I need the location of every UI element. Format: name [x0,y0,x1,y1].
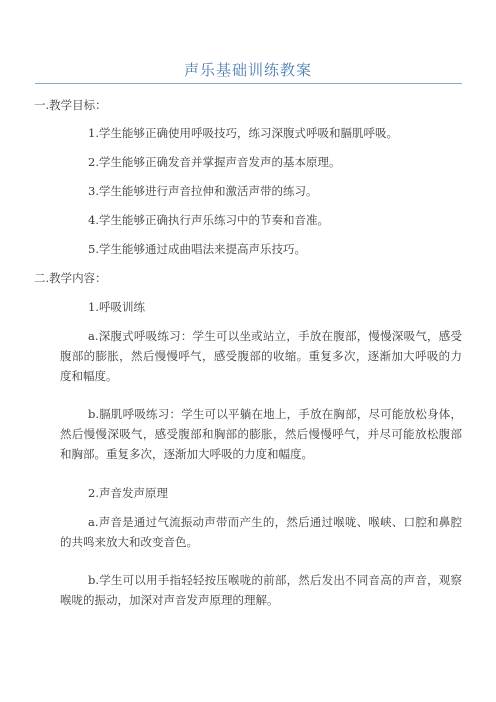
section-heading-content: 二.教学内容： [34,271,107,285]
voice-principle-item-b: b.学生可以用手指轻轻按压喉咙的前部，然后发出不同音高的声音，观察喉咙的振动，加深对声音发声原理的理解。 [60,573,462,607]
title-underline [35,83,462,84]
goal-item: 1.学生能够正确使用呼吸技巧，练习深腹式呼吸和膈肌呼吸。 [88,126,398,140]
subsection-heading-breathing: 1.呼吸训练 [88,300,145,314]
goal-item: 3.学生能够进行声音拉伸和激活声带的练习。 [88,184,318,198]
voice-principle-item-a: a.声音是通过气流振动声带而产生的，然后通过喉咙、喉峡、口腔和鼻腔的共鸣来放大和改变音色。 [60,515,462,549]
document-title: 声乐基础训练教案 [183,61,312,79]
subsection-heading-voice-principle: 2.声音发声原理 [88,486,168,500]
goal-item: 4.学生能够正确执行声乐练习中的节奏和音准。 [88,213,329,227]
goal-item: 5.学生能够通过成曲唱法来提高声乐技巧。 [88,242,306,256]
section-heading-goals: 一.教学目标： [34,98,107,112]
goal-item: 2.学生能够正确发音并掌握声音发声的基本原理。 [88,155,341,169]
breathing-item-a: a.深腹式呼吸练习：学生可以坐或站立，手放在腹部，慢慢深吸气，感受腹部的膨胀，然后慢慢呼气，感受腹部的收缩。重复多次，逐渐加大呼吸的力度和幅度。 [60,329,462,383]
breathing-item-b: b.膈肌呼吸练习：学生可以平躺在地上，手放在胸部，尽可能放松身体，然后慢慢深吸气，感受腹部和胸部的膨胀，然后慢慢呼气，并尽可能放松腹部和胸部。重复多次，逐渐加大呼吸的力度和幅度。 [60,407,462,461]
